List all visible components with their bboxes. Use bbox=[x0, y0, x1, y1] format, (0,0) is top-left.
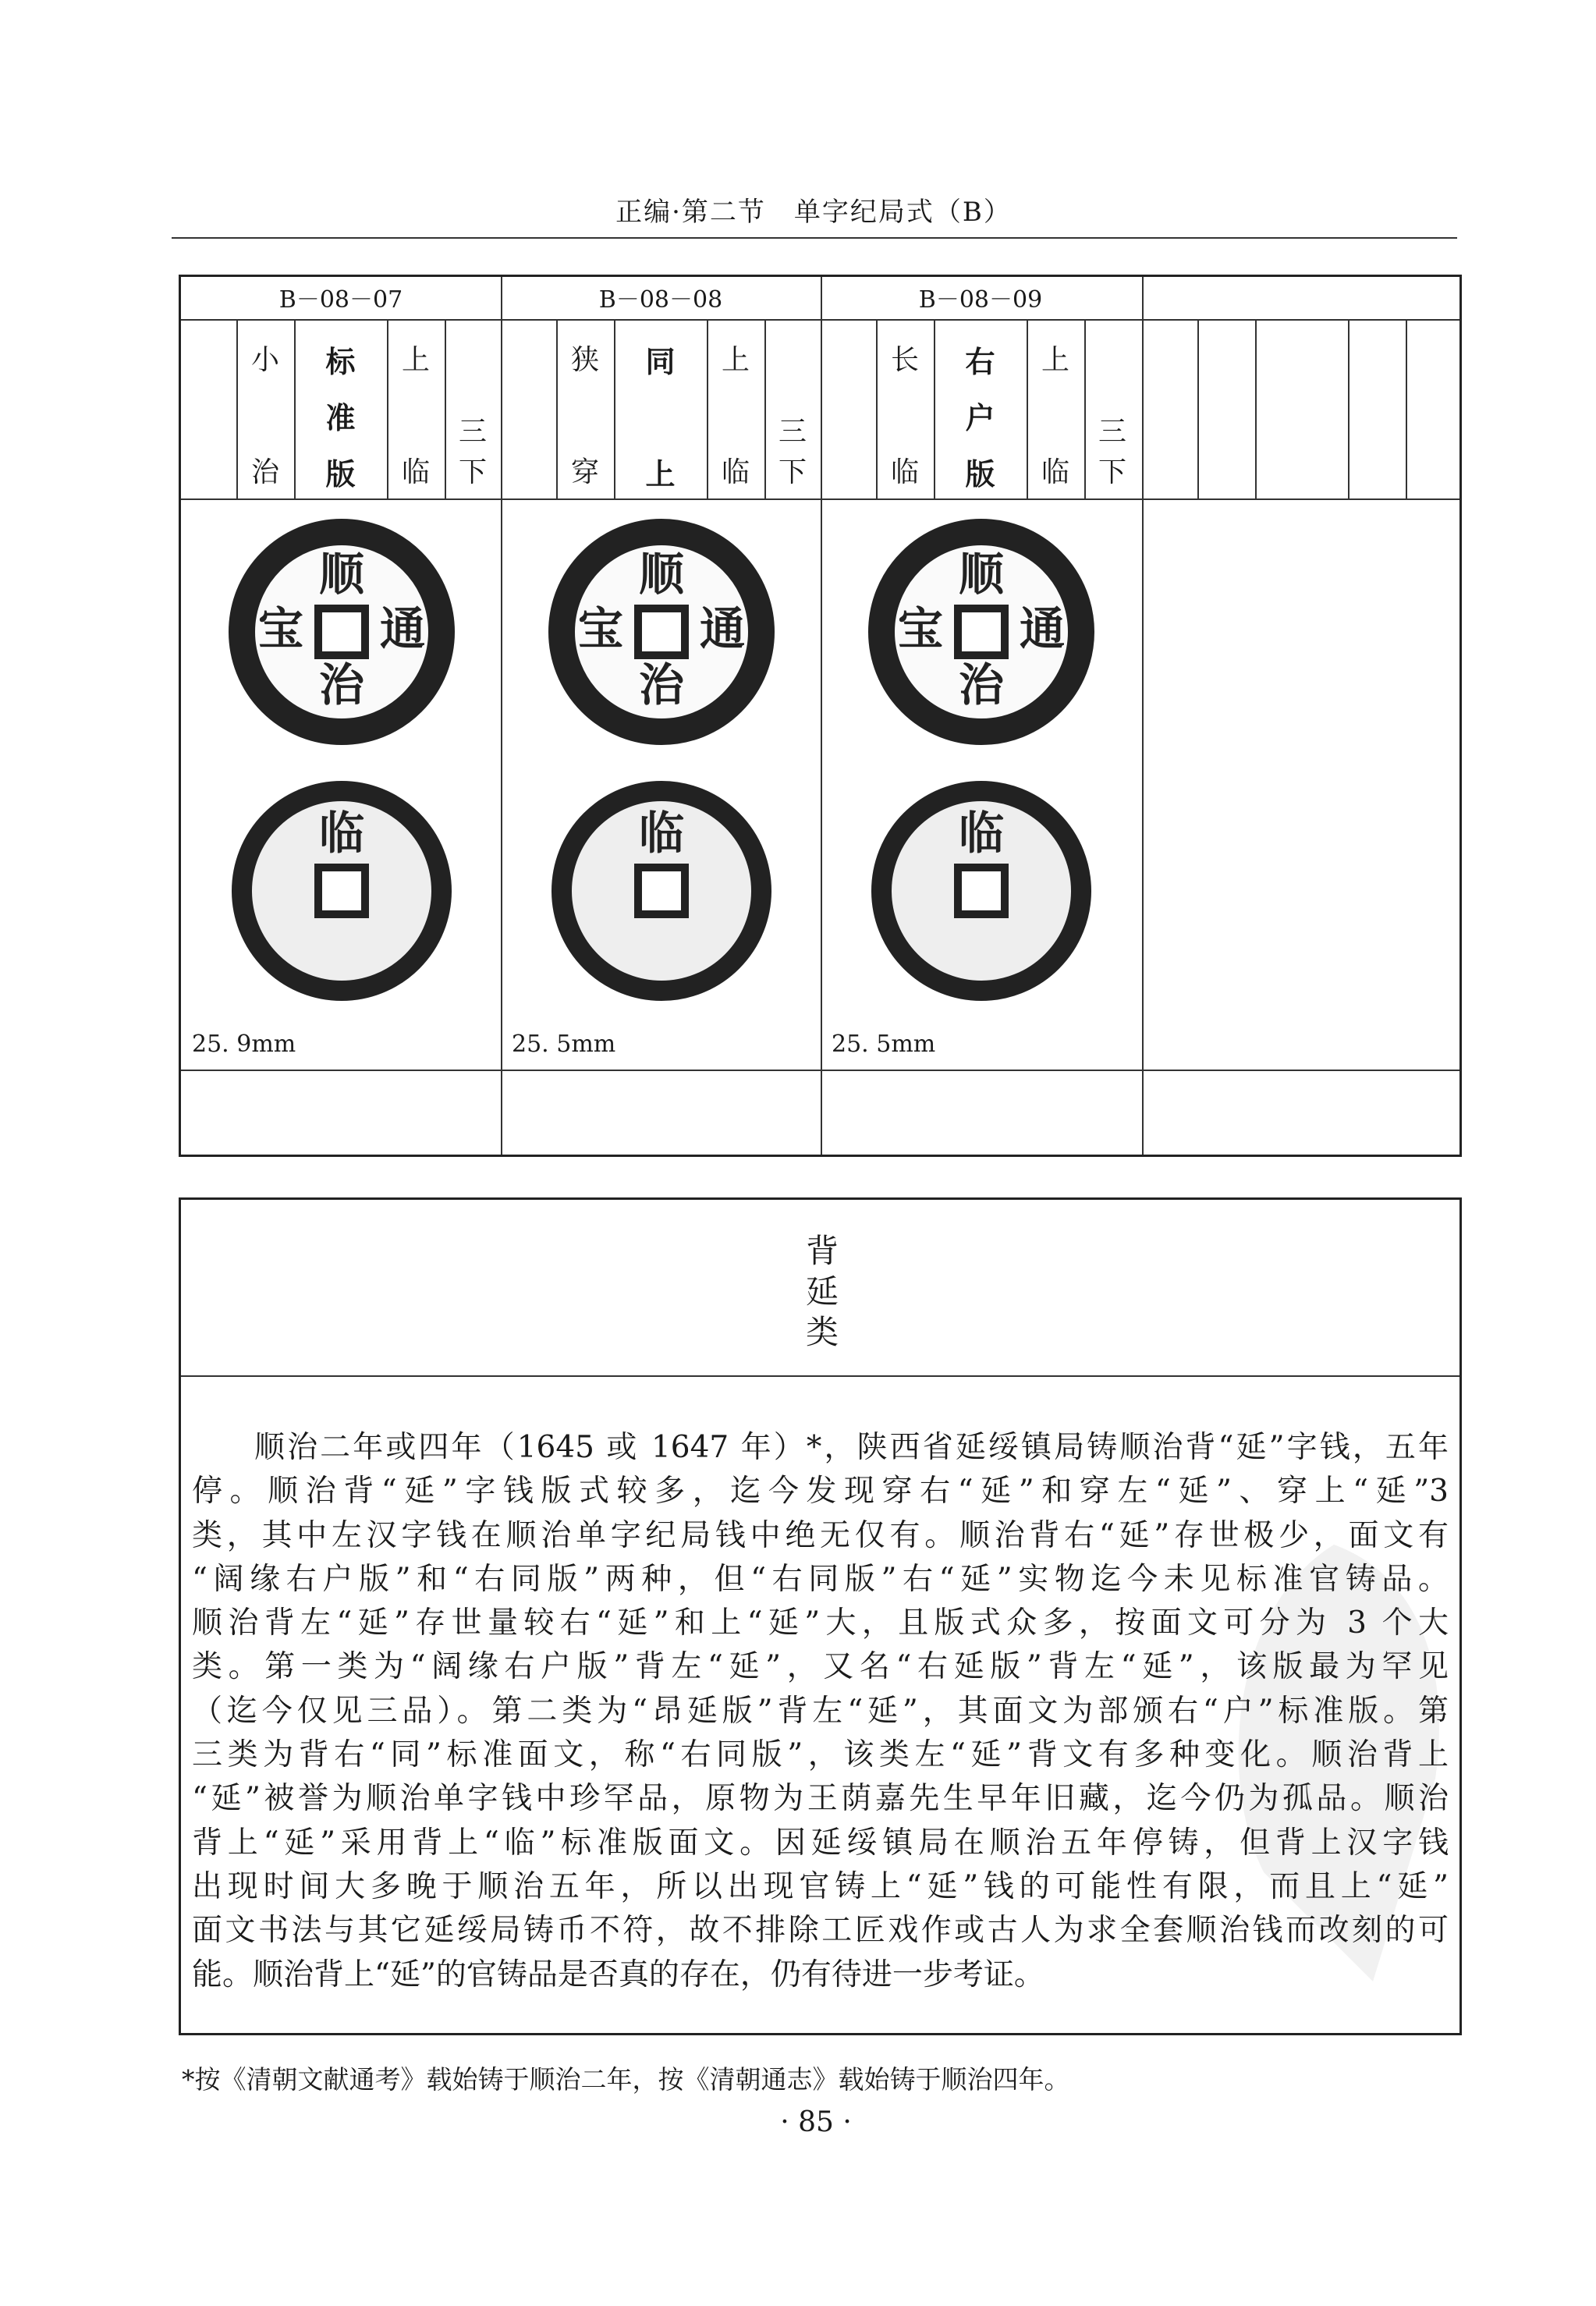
variety-char: 版 bbox=[965, 456, 995, 491]
coin-legend-right: 通 bbox=[699, 602, 746, 655]
coin-legend-top: 顺 bbox=[958, 548, 1005, 601]
coin-legend-top: 顺 bbox=[318, 548, 365, 601]
coin-legend-top: 临 bbox=[638, 807, 685, 860]
grade-top: 三 bbox=[778, 416, 807, 448]
coin-obverse-image bbox=[544, 515, 778, 749]
coin-obverse-image bbox=[864, 515, 1098, 749]
sub-column-divider bbox=[556, 319, 558, 498]
essay-body bbox=[192, 1426, 1449, 1997]
group-divider bbox=[1142, 277, 1144, 1155]
essay-line: “延”被誉为顺治单字钱中珍罕品，原物为王荫嘉先生早年旧藏，迄今仍为孤品。顺治 bbox=[192, 1781, 1449, 1817]
essay-line: 面文书法与其它延绥局铸币不符，故不排除工匠戏作或古人为求全套顺治钱而改刻的可 bbox=[192, 1913, 1449, 1949]
catalog-code: B－08－09 bbox=[918, 286, 1043, 314]
coin-obverse-image bbox=[225, 515, 459, 749]
face-size-top: 小 bbox=[250, 344, 279, 376]
coin-square-hole bbox=[958, 867, 1005, 914]
sub-column-divider bbox=[764, 319, 766, 498]
essay-line: 类。第一类为“阔缘右户版”背左“延”，又名“右延版”背左“延”，该版最为罕见 bbox=[192, 1649, 1449, 1685]
sub-column-divider bbox=[1255, 319, 1257, 498]
coin-square-hole bbox=[638, 608, 685, 655]
back-position-top: 上 bbox=[1041, 344, 1069, 376]
variety-char: 版 bbox=[325, 456, 356, 491]
sub-column-divider bbox=[876, 319, 878, 498]
coin-legend-top: 临 bbox=[318, 807, 365, 860]
page-number: · 85 · bbox=[780, 2106, 852, 2138]
coin-legend-left: 宝 bbox=[257, 602, 304, 655]
essay-line: 类，其中左汉字钱在顺治单字纪局钱中绝无仅有。顺治背右“延”存世极少，面文有 bbox=[192, 1517, 1449, 1553]
back-position-top: 上 bbox=[721, 344, 750, 376]
essay-title-char: 延 bbox=[805, 1272, 839, 1311]
footnote: *按《清朝文献通考》载始铸于顺治二年，按《清朝通志》载始铸于顺治四年。 bbox=[182, 2064, 1070, 2095]
essay-title bbox=[803, 1231, 842, 1353]
essay-box bbox=[179, 1197, 1462, 2035]
essay-line: 能。顺治背上“延”的官铸品是否真的存在，仍有待进一步考证。 bbox=[192, 1957, 1044, 1992]
sub-column-divider bbox=[1084, 319, 1086, 498]
coin-legend-right: 通 bbox=[1019, 602, 1066, 655]
face-size-bottom: 临 bbox=[890, 456, 919, 488]
catalog-code: B－08－08 bbox=[598, 286, 723, 314]
essay-line: 停。顺治背“延”字钱版式较多，迄今发现穿右“延”和穿左“延”、穿上“延”3 bbox=[192, 1474, 1449, 1510]
essay-line: 背上“延”采用背上“临”标准版面文。因延绥镇局在顺治五年停铸，但背上汉字钱 bbox=[192, 1825, 1449, 1861]
essay-title-char: 类 bbox=[805, 1313, 839, 1351]
coin-catalog-table bbox=[179, 275, 1462, 1157]
variety-char: 户 bbox=[965, 400, 995, 435]
group-divider bbox=[501, 277, 502, 1155]
coin-square-hole bbox=[958, 608, 1005, 655]
essay-title-row bbox=[181, 1200, 1459, 1377]
coin-legend-left: 宝 bbox=[897, 602, 944, 655]
catalog-code: B－08－07 bbox=[278, 286, 403, 314]
variety-char: 准 bbox=[325, 400, 356, 435]
essay-line: （迄今仅见三品）。第二类为“昂延版”背左“延”，其面文为部颁右“户”标准版。第 bbox=[192, 1693, 1449, 1729]
coin-legend-bottom: 治 bbox=[318, 658, 365, 711]
coin-square-hole bbox=[638, 867, 685, 914]
essay-line: 出现时间大多晚于顺治五年，所以出现官铸上“延”钱的可能性有限，而且上“延” bbox=[192, 1868, 1449, 1904]
coin-square-hole bbox=[318, 867, 365, 914]
running-head: 正编·第二节 单字纪局式（B） bbox=[615, 197, 1012, 228]
essay-line: 顺治二年或四年（1645 或 1647 年）*，陕西省延绥镇局铸顺治背“延”字钱，五年 bbox=[254, 1430, 1449, 1465]
coin-square-hole bbox=[318, 608, 365, 655]
essay-title-char: 背 bbox=[805, 1232, 839, 1270]
face-size-bottom: 治 bbox=[250, 456, 279, 488]
variety-char: 标 bbox=[325, 344, 356, 379]
grade-top: 三 bbox=[458, 416, 487, 448]
sub-column-divider bbox=[1348, 319, 1350, 498]
grade-top: 三 bbox=[1098, 416, 1126, 448]
back-position-bottom: 临 bbox=[721, 456, 750, 488]
sub-column-divider bbox=[1406, 319, 1407, 498]
coin-legend-top: 顺 bbox=[638, 548, 685, 601]
grade-bottom: 下 bbox=[458, 456, 487, 488]
essay-line: 顺治背左“延”存世量较右“延”和上“延”大，且版式众多，按面文可分为 3 个大 bbox=[192, 1605, 1449, 1641]
face-size-top: 狭 bbox=[570, 344, 599, 376]
coin-reverse-image bbox=[864, 774, 1098, 1008]
sub-column-divider bbox=[1027, 319, 1028, 498]
header-rule bbox=[172, 237, 1457, 239]
sub-column-divider bbox=[387, 319, 388, 498]
grade-bottom: 下 bbox=[778, 456, 807, 488]
back-position-bottom: 临 bbox=[401, 456, 430, 488]
coin-diameter: 25. 5mm bbox=[512, 1031, 616, 1058]
coin-reverse-image bbox=[225, 774, 459, 1008]
coin-legend-bottom: 治 bbox=[638, 658, 685, 711]
back-position-bottom: 临 bbox=[1041, 456, 1069, 488]
grade-bottom: 下 bbox=[1098, 456, 1126, 488]
group-divider bbox=[821, 277, 822, 1155]
coin-legend-bottom: 治 bbox=[958, 658, 1005, 711]
variety-char: 同 bbox=[645, 344, 676, 379]
coin-diameter: 25. 5mm bbox=[832, 1031, 936, 1058]
coin-legend-left: 宝 bbox=[577, 602, 624, 655]
sub-column-divider bbox=[236, 319, 238, 498]
sub-column-divider bbox=[707, 319, 708, 498]
variety-char: 上 bbox=[645, 456, 676, 491]
face-size-top: 长 bbox=[890, 344, 919, 376]
coin-diameter: 25. 9mm bbox=[192, 1031, 296, 1058]
essay-line: 三类为背右“同”标准面文，称“右同版”，该类左“延”背文有多种变化。顺治背上 bbox=[192, 1737, 1449, 1773]
sub-column-divider bbox=[445, 319, 446, 498]
variety-char: 右 bbox=[965, 344, 995, 379]
sub-column-divider bbox=[294, 319, 296, 498]
essay-line: “阔缘右户版”和“右同版”两种，但“右同版”右“延”实物迄今未见标准官铸品。 bbox=[192, 1561, 1449, 1597]
coin-legend-top: 临 bbox=[958, 807, 1005, 860]
sub-column-divider bbox=[614, 319, 615, 498]
sub-column-divider bbox=[1197, 319, 1199, 498]
back-position-top: 上 bbox=[401, 344, 430, 376]
coin-legend-right: 通 bbox=[379, 602, 426, 655]
sub-column-divider bbox=[934, 319, 935, 498]
face-size-bottom: 穿 bbox=[570, 456, 599, 488]
coin-reverse-image bbox=[544, 774, 778, 1008]
